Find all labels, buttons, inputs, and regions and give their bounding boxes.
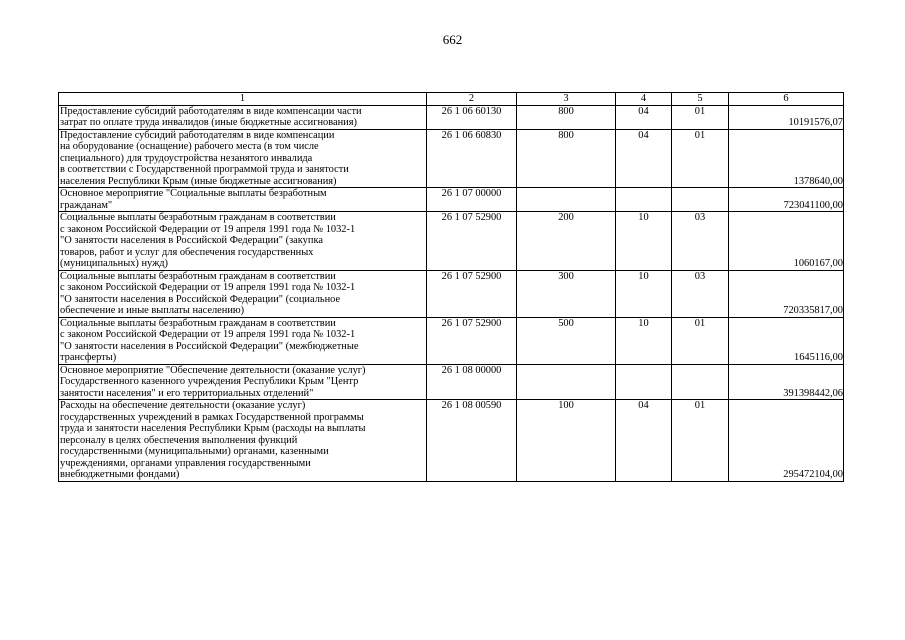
section-cell: 10 (616, 212, 672, 271)
column-header: 3 (517, 93, 616, 106)
expense-type-cell (517, 188, 616, 212)
table-row (59, 270, 844, 317)
column-number-row (59, 93, 844, 106)
target-code-cell: 26 1 08 00000 (427, 364, 517, 400)
budget-table (58, 92, 844, 482)
subsection-cell (672, 188, 729, 212)
amount-cell: 10191576,07 (729, 105, 844, 129)
target-code-cell: 26 1 06 60830 (427, 129, 517, 188)
expense-name-cell: Социальные выплаты безработным гражданам в соответствии с законом Российской Федерации от 19 апреля 1991 года № 1032-1 "О занятости населения в Российской Федерации" (межбюджетные трансферты) (59, 317, 427, 364)
amount-cell: 720335817,00 (729, 270, 844, 317)
target-code-cell: 26 1 06 60130 (427, 105, 517, 129)
expense-name-cell: Основное мероприятие "Социальные выплаты безработным гражданам" (59, 188, 427, 212)
expense-name-cell: Предоставление субсидий работодателям в виде компенсации части затрат по оплате труда инвалидов (иные бюджетные ассигнования) (59, 105, 427, 129)
section-cell: 04 (616, 400, 672, 482)
expense-name-cell: Расходы на обеспечение деятельности (оказание услуг) государственных учреждений в рамках Государственной программы труда и занятости населения Республики Крым (расходы на выплаты персоналу в целях обеспечения выполнения функций государственными (муниципальными) органами, казенными учреждениями, органами управления государственными внебюджетными фондами) (59, 400, 427, 482)
column-header: 1 (59, 93, 427, 106)
target-code-cell: 26 1 07 52900 (427, 317, 517, 364)
expense-type-cell: 300 (517, 270, 616, 317)
expense-type-cell: 200 (517, 212, 616, 271)
table-row (59, 129, 844, 188)
section-cell: 04 (616, 105, 672, 129)
expense-name-cell: Основное мероприятие "Обеспечение деятельности (оказание услуг) Государственного казенного учреждения Республики Крым "Центр занятости населения" и его территориальных отделений" (59, 364, 427, 400)
table-row (59, 188, 844, 212)
subsection-cell: 03 (672, 270, 729, 317)
expense-type-cell (517, 364, 616, 400)
page-number: 662 (442, 32, 463, 47)
table-row (59, 400, 844, 482)
amount-cell: 1060167,00 (729, 212, 844, 271)
expense-type-cell: 100 (517, 400, 616, 482)
section-cell: 10 (616, 270, 672, 317)
expense-name-cell: Социальные выплаты безработным гражданам в соответствии с законом Российской Федерации от 19 апреля 1991 года № 1032-1 "О занятости населения в Российской Федерации" (закупка товаров, работ и услуг для обеспечения государственных (муниципальных) нужд) (59, 212, 427, 271)
amount-cell: 723041100,00 (729, 188, 844, 212)
expense-type-cell: 500 (517, 317, 616, 364)
column-header: 6 (729, 93, 844, 106)
table-row (59, 364, 844, 400)
amount-cell: 1378640,00 (729, 129, 844, 188)
budget-table-body (59, 93, 844, 482)
expense-type-cell: 800 (517, 105, 616, 129)
subsection-cell: 03 (672, 212, 729, 271)
target-code-cell: 26 1 07 52900 (427, 212, 517, 271)
subsection-cell: 01 (672, 129, 729, 188)
column-header: 4 (616, 93, 672, 106)
amount-cell: 295472104,00 (729, 400, 844, 482)
target-code-cell: 26 1 07 00000 (427, 188, 517, 212)
subsection-cell: 01 (672, 400, 729, 482)
section-cell (616, 364, 672, 400)
table-row (59, 212, 844, 271)
expense-type-cell: 800 (517, 129, 616, 188)
expense-name-cell: Социальные выплаты безработным гражданам в соответствии с законом Российской Федерации от 19 апреля 1991 года № 1032-1 "О занятости населения в Российской Федерации" (социальное обеспечение и иные выплаты населению) (59, 270, 427, 317)
subsection-cell: 01 (672, 317, 729, 364)
expense-name-cell: Предоставление субсидий работодателям в виде компенсации на оборудование (оснащение) рабочего места (в том числе специального) для трудоустройства незанятого инвалида в соответствии с Государственной программой труда и занятости населения Республики Крым (иные бюджетные ассигнования) (59, 129, 427, 188)
section-cell: 04 (616, 129, 672, 188)
amount-cell: 391398442,06 (729, 364, 844, 400)
table-row (59, 317, 844, 364)
subsection-cell (672, 364, 729, 400)
amount-cell: 1645116,00 (729, 317, 844, 364)
target-code-cell: 26 1 08 00590 (427, 400, 517, 482)
section-cell: 10 (616, 317, 672, 364)
target-code-cell: 26 1 07 52900 (427, 270, 517, 317)
subsection-cell: 01 (672, 105, 729, 129)
table-row (59, 105, 844, 129)
column-header: 2 (427, 93, 517, 106)
section-cell (616, 188, 672, 212)
column-header: 5 (672, 93, 729, 106)
